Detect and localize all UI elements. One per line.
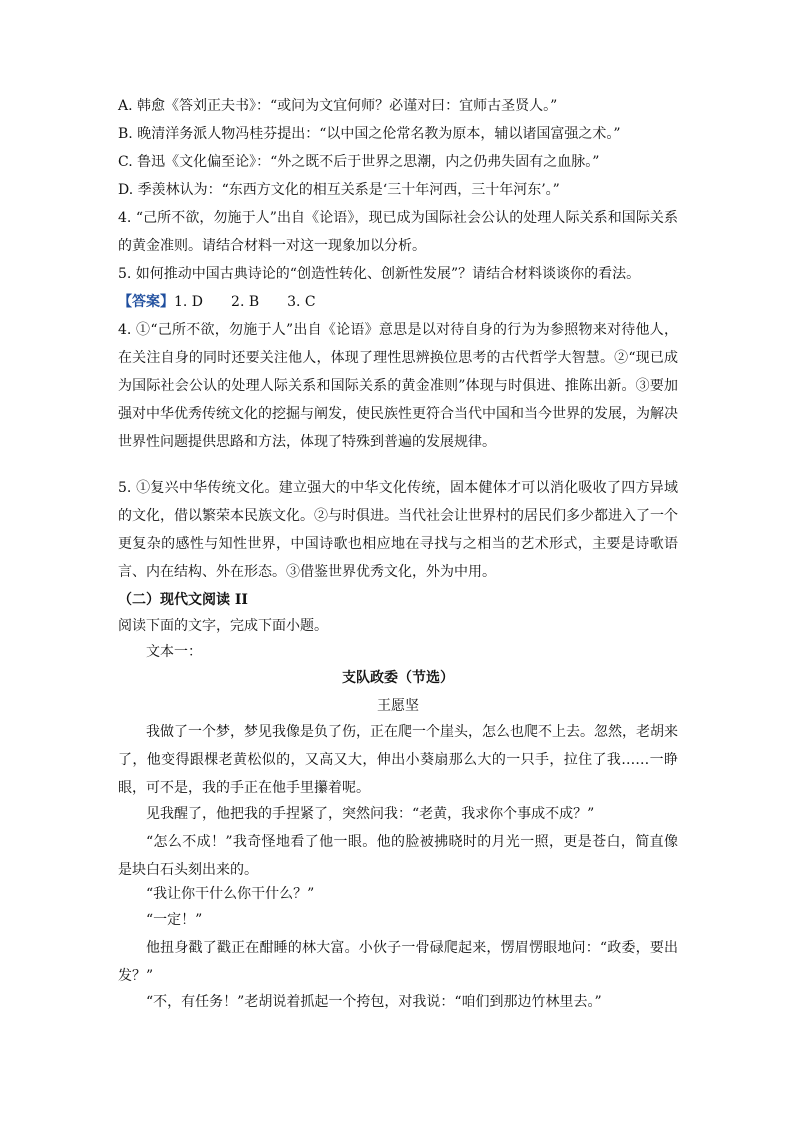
story-paragraph-2: 见我醒了，他把我的手捏紧了，突然问我：“老黄，我求你个事成不成？”: [146, 806, 595, 822]
question-4: 4. “己所不欲，勿施于人”出自《论语》，现已成为国际社会公认的处理人际关系和国际关系的黄金准则。请结合材料一对这一现象加以分析。: [118, 210, 678, 254]
answer-choices: 1. D 2. B 3. C: [174, 294, 316, 310]
story-title: 支队政委（节选）: [342, 670, 454, 686]
story-paragraph-6: 他扭身戳了戳正在酣睡的林大富。小伙子一骨碌爬起来，愣眉愣眼地问：“政委，要出发？”: [118, 940, 678, 984]
text-label: 文本一：: [146, 644, 202, 660]
story-author: 王愿坚: [377, 698, 419, 714]
story-paragraph-4: “我让你干什么你干什么？”: [146, 886, 315, 902]
section-instruction: 阅读下面的文字，完成下面小题。: [118, 618, 328, 634]
story-paragraph-7: “不，有任务！”老胡说着抓起一个挎包，对我说：“咱们到那边竹林里去。”: [146, 994, 602, 1010]
option-c: C. 鲁迅《文化偏至论》：“外之既不后于世界之思潮，内之仍弗失固有之血脉。”: [118, 154, 600, 170]
story-paragraph-3: “怎么不成！”我奇怪地看了他一眼。他的脸被拂晓时的月光一照，更是苍白，简直像是块白石头刻出来的。: [118, 834, 678, 878]
option-b: B. 晚清洋务派人物冯桂芬提出：“以中国之伦常名教为原本，辅以诸国富强之术。”: [118, 126, 621, 142]
answer-line: [118, 288, 678, 316]
story-paragraph-5: “一定！”: [146, 912, 203, 928]
option-a: A. 韩愈《答刘正夫书》：“或问为文宜何师？必谨对曰：宜师古圣贤人。”: [118, 98, 558, 114]
question-5: 5. 如何推动中国古典诗论的“创造性转化、创新性发展”？请结合材料谈谈你的看法。: [118, 266, 641, 282]
story-paragraph-1: 我做了一个梦，梦见我像是负了伤，正在爬一个崖头，怎么也爬不上去。忽然，老胡来了，他变得跟棵老黄松似的，又高又大，伸出小葵扇那么大的一只手，拉住了我……一睁眼，可不是，我的手正在他手里攥着呢。: [118, 724, 678, 796]
answer-5: 5. ①复兴中华传统文化。建立强大的中华文化传统，固本健体才可以消化吸收了四方异域的文化，借以繁荣本民族文化。②与时俱进。当代社会让世界村的居民们多少都进入了一个更复杂的感性与知性世界，中国诗歌也相应地在寻找与之相当的艺术形式，主要是诗歌语言、内在结构、外在形态。③借鉴世界优秀文化，外为中用。: [118, 480, 678, 580]
section-heading: （二）现代文阅读 II: [118, 592, 248, 608]
answer-4: 4. ①“己所不欲，勿施于人”出自《论语》意思是以对待自身的行为为参照物来对待他人，在关注自身的同时还要关注他人，体现了理性思辨换位思考的古代哲学大智慧。②“现已成为国际社会公认的处理人际关系和国际关系的黄金准则”体现与时俱进、推陈出新。③要加强对中华优秀传统文化的挖掘与阐发，使民族性更符合当代中国和当今世界的发展，为解决世界性问题提供思路和方法，体现了特殊到普遍的发展规律。: [118, 322, 678, 450]
option-d: D. 季羡林认为：“东西方文化的相互关系是‘三十年河西，三十年河东’。”: [118, 182, 560, 198]
answer-tag: 【答案】: [118, 294, 174, 310]
